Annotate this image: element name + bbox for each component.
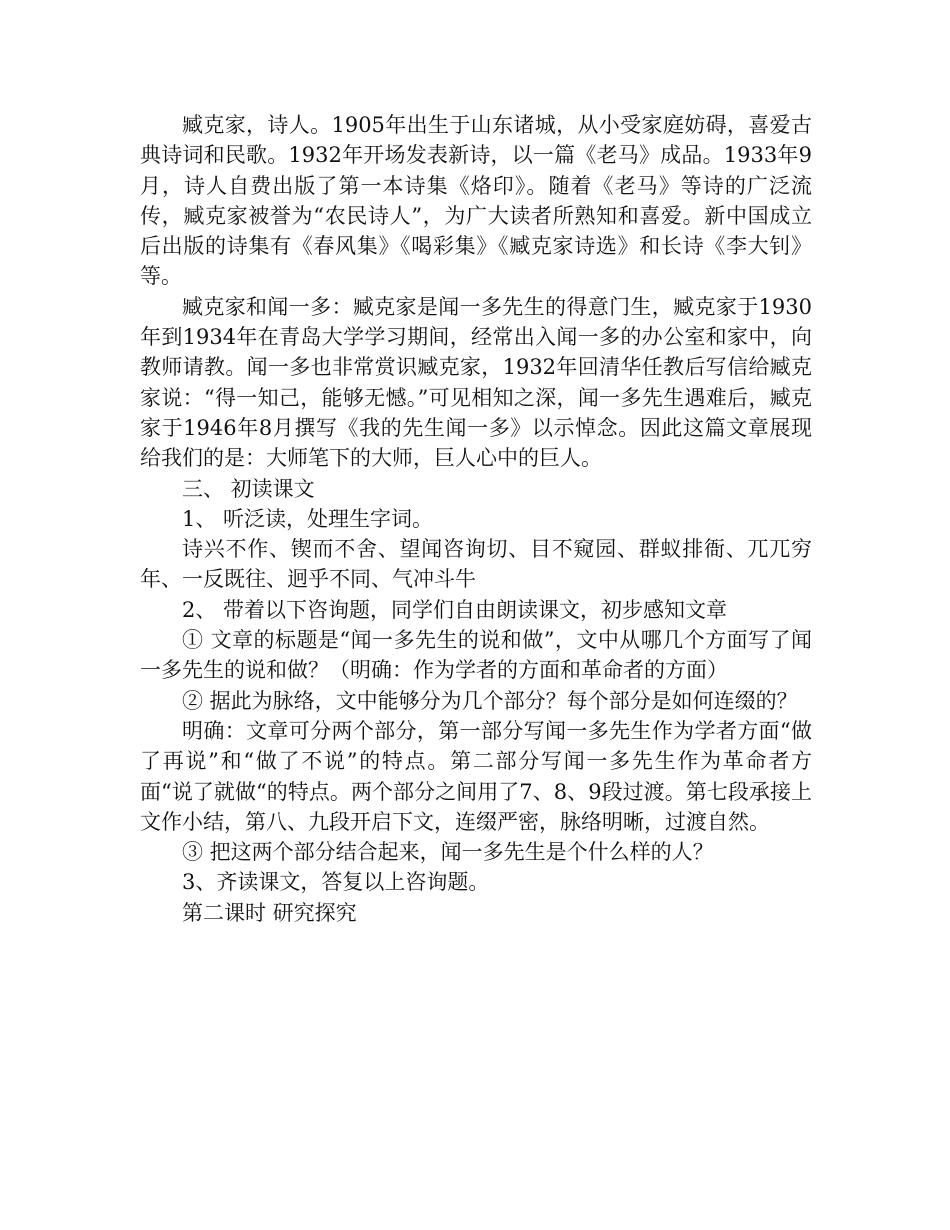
paragraph-relationship: 臧克家和闻一多：臧克家是闻一多先生的得意门生，臧克家于1930年到1934年在青岛大学学习期间，经常出入闻一多的办公室和家中，向教师请教。闻一多也非常赏识臧克家，1932年回清华任教后写信给臧克家说：“得一知己，能够无憾。”可见相知之深，闻一多先生遇难后，臧克家于1946年8月撰写《我的先生闻一多》以示悼念。因此这篇文章展现给我们的是：大师笔下的大师，巨人心中的巨人。 xyxy=(140,294,812,471)
document-page xyxy=(140,110,812,928)
question-2: ② 据此为脉络，文中能够分为几个部分？每个部分是如何连缀的？ xyxy=(182,688,798,713)
step-2: 2、 带着以下咨询题，同学们自由朗读课文，初步感知文章 xyxy=(182,597,728,622)
question-1: ① 文章的标题是“闻一多先生的说和做”，文中从哪几个方面写了闻一多先生的说和做？（明确：作为学者的方面和革命者的方面） xyxy=(140,628,812,683)
lesson-heading-second: 第二课时 研究探究 xyxy=(182,900,357,925)
step-3: 3、齐读课文，答复以上咨询题。 xyxy=(182,870,490,895)
paragraph-author-bio: 臧克家，诗人。1905年出生于山东诸城，从小受家庭妨碍，喜爱古典诗词和民歌。1932年开场发表新诗，以一篇《老马》成品。1933年9月，诗人自费出版了第一本诗集《烙印》。随着《老马》等诗的广泛流传，臧克家被誉为“农民诗人”，为广大读者所熟知和喜爱。新中国成立后出版的诗集有《春风集》《喝彩集》《臧克家诗选》和长诗《李大钊》等。 xyxy=(140,113,812,289)
answer-2: 明确：文章可分两个部分，第一部分写闻一多先生作为学者方面“做了再说”和“做了不说”的特点。第二部分写闻一多先生作为革命者方面“说了就做“的特点。两个部分之间用了7、8、9段过渡。第七段承接上文作小结，第八、九段开启下文，连缀严密，脉络明晰，过渡自然。 xyxy=(140,718,812,834)
step-1: 1、 听泛读，处理生字词。 xyxy=(182,506,434,531)
question-3: ③ 把这两个部分结合起来，闻一多先生是个什么样的人？ xyxy=(182,840,714,865)
vocabulary-list: 诗兴不作、锲而不舍、望闻咨询切、目不窥园、群蚁排衙、兀兀穷年、一反既往、迥乎不同、气冲斗牛 xyxy=(140,537,812,592)
section-heading-first-reading: 三、 初读课文 xyxy=(182,476,315,501)
